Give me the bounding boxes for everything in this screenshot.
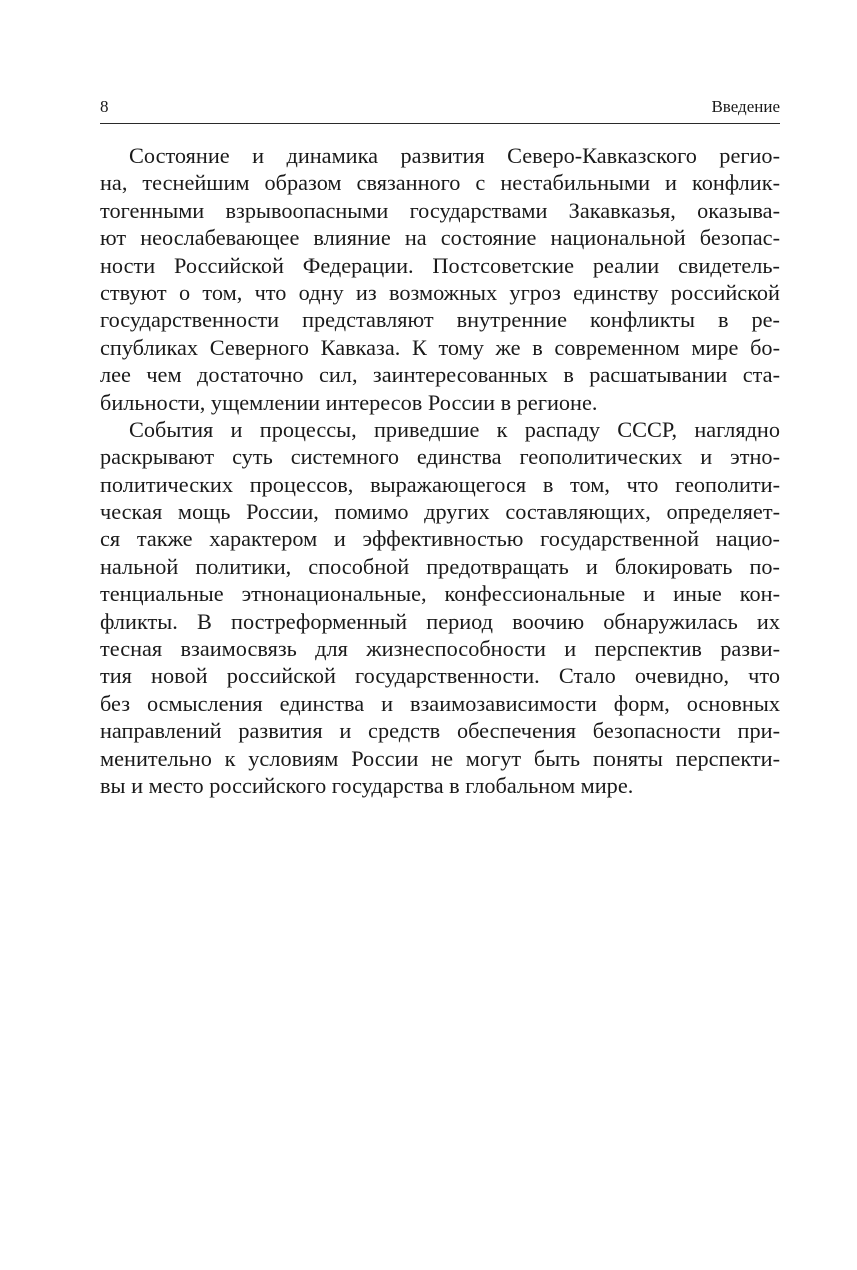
text-line: вы и место российского государства в глобальном мире. <box>100 772 634 798</box>
paragraph-2 <box>100 416 780 799</box>
text-line: без осмысления единства и взаимозависимости форм, основных <box>100 690 780 716</box>
text-line: ствуют о том, что одну из возможных угроз единству российской <box>100 279 780 305</box>
text-line: менительно к условиям России не могут быть поняты перспекти- <box>100 745 780 771</box>
text-line: бильности, ущемлении интересов России в регионе. <box>100 389 598 415</box>
text-line: фликты. В постреформенный период воочию обнаружилась их <box>100 608 780 634</box>
text-line: политических процессов, выражающегося в том, что геополити- <box>100 471 780 497</box>
text-line: спубликах Северного Кавказа. К тому же в современном мире бо- <box>100 334 780 360</box>
text-line: нальной политики, способной предотвращать и блокировать по- <box>100 553 780 579</box>
text-line: тогенными взрывоопасными государствами Закавказья, оказыва- <box>100 197 780 223</box>
text-line: ся также характером и эффективностью государственной нацио- <box>100 526 780 552</box>
text-line: на, теснейшим образом связанного с нестабильными и конфлик- <box>100 170 780 196</box>
page-number: 8 <box>100 97 109 116</box>
text-line: Состояние и динамика развития Северо-Кавказского регио- <box>129 143 780 168</box>
section-title: Введение <box>711 97 780 116</box>
paragraph-1 <box>100 142 780 416</box>
text-line: ческая мощь России, помимо других составляющих, определяет- <box>100 499 780 525</box>
text-line: ют неослабевающее влияние на состояние национальной безопас- <box>100 225 780 251</box>
text-line: лее чем достаточно сил, заинтересованных в расшатывании ста- <box>100 362 780 388</box>
text-line: События и процессы, приведшие к распаду СССР, наглядно <box>129 416 780 442</box>
text-line: ности Российской Федерации. Постсоветские реалии свидетель- <box>100 252 780 278</box>
text-line: тия новой российской государственности. Стало очевидно, что <box>100 663 780 689</box>
text-line: раскрывают суть системного единства геополитических и этно- <box>100 444 780 470</box>
running-header <box>100 95 780 124</box>
text-line: государственности представляют внутренние конфликты в ре- <box>100 307 780 333</box>
text-line: тенциальные этнонациональные, конфессиональные и иные кон- <box>100 581 780 607</box>
text-line: тесная взаимосвязь для жизнеспособности и перспектив разви- <box>100 636 780 662</box>
body-text <box>100 142 780 799</box>
text-line: направлений развития и средств обеспечения безопасности при- <box>100 718 780 744</box>
